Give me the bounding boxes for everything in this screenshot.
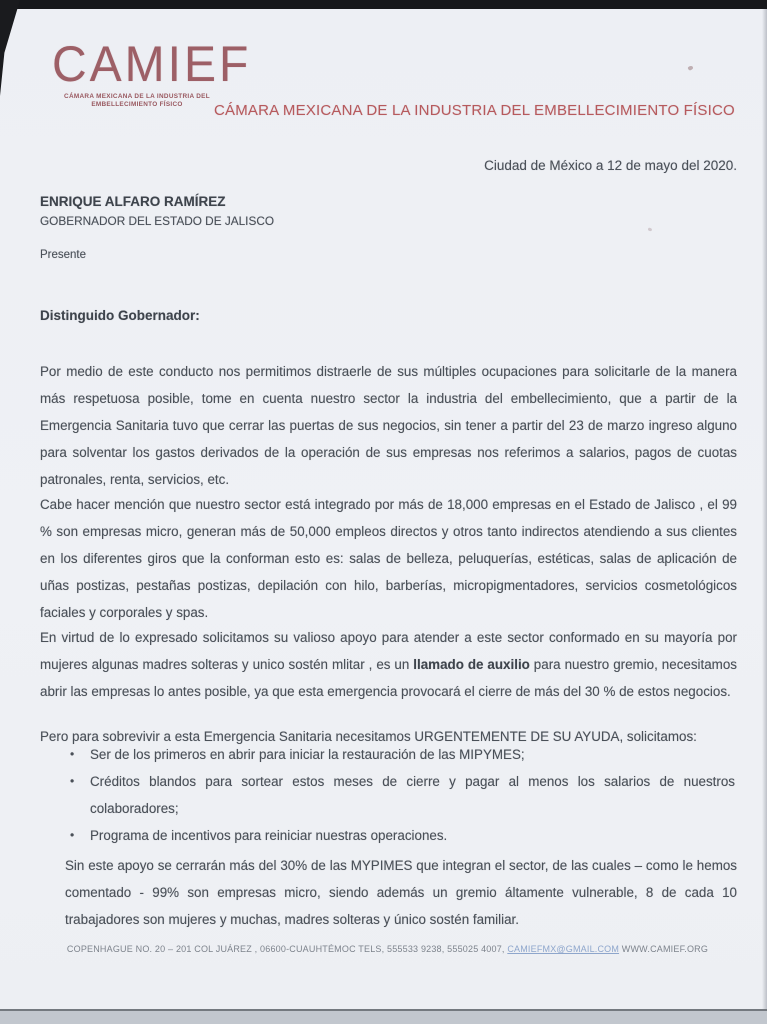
recipient-presente: Presente	[40, 249, 87, 261]
logo-wordmark: CAMIEF	[52, 36, 252, 93]
paragraph-3-text: para nuestro gremio, necesitamos abrir las empresas lo antes posible, ya que esta emergencia provocará el cierre de más del 30 % de estos negocios.	[40, 657, 737, 700]
paragraph-3	[40, 624, 737, 705]
list-item: • Programa de incentivos para reiniciar nuestras operaciones.	[68, 822, 735, 849]
camief-logo	[52, 36, 252, 109]
paragraph-3-emphasis: llamado de auxilio	[413, 657, 530, 673]
recipient-block	[40, 194, 274, 261]
request-bullet-list	[68, 741, 735, 849]
letter-footer	[36, 943, 739, 955]
paragraph-4: Pero para sobrevivir a esta Emergencia Sanitaria necesitamos URGENTEMENTE DE SU AYUDA, solicitamos:	[40, 729, 697, 745]
recipient-name: ENRIQUE ALFARO RAMÍREZ	[40, 194, 226, 209]
footer-address: COPENHAGUE NO. 20 – 201 COL JUÁREZ , 06600-CUAUHTÉMOC TELS, 555533 9238, 555025 4007,	[66, 944, 508, 954]
list-item: • Créditos blandos para sortear estos meses de cierre y pagar al menos los salarios de nuestros colaboradores;	[68, 768, 735, 822]
footer-email-link[interactable]: CAMIEFMX@GMAIL.COM	[507, 944, 620, 954]
paragraph-5: Sin este apoyo se cerrarán más del 30% de las MYPIMES que integran el sector, de las cuales – como le hemos comentado - 99% son empresas micro, siendo además un gremio áltamente vulnerable, 8 de cada 10 trabajadores son mujeres y muchas, madres solteras y único sostén familiar.	[65, 858, 737, 928]
logo-tagline-line1: CÁMARA MEXICANA DE LA INDUSTRIA DEL	[64, 93, 210, 100]
paragraph-2: Cabe hacer mención que nuestro sector está integrado por más de 18,000 empresas en el Estado de Jalisco , el 99 % son empresas micro, generan más de 50,000 empleos directos y otros tanto indirectos atendiendo a sus clientes en los diferentes giros que la conforman esto es: salas de belleza, peluquerías, estéticas, salas de aplicación de uñas postizas, pestañas postizas, depilación con hilo, barberías, micropigmentadores, servicios cosmetológicos faciales y corporales y spas.	[40, 497, 737, 621]
salutation: Distinguido Gobernador:	[40, 308, 200, 323]
list-item: • Ser de los primeros en abrir para iniciar la restauración de las MIPYMES;	[68, 741, 735, 768]
paragraph-3-text: En virtud de lo expresado solicitamos su valioso apoyo para atender a este sector conformado en su mayoría por mujeres algunas madres solteras y unico sostén mlitar , es un	[40, 630, 737, 673]
dateline: Ciudad de México a 12 de mayo del 2020.	[484, 158, 737, 173]
footer-website: WWW.CAMIEF.ORG	[619, 944, 709, 954]
paragraph-1: Por medio de este conducto nos permitimos distraerle de sus múltiples ocupaciones para solicitarle de la manera más respetuosa posible, tome en cuenta nuestro sector la industria del embellecimiento, que a partir de la Emergencia Sanitaria tuvo que cerrar las puertas de sus negocios, sin tener a partir del 23 de marzo ingreso alguno para solventar los gastos derivados de la operación de sus empresas nos referimos a salarios, pagos de cuotas patronales, renta, servicios, etc.	[40, 364, 737, 488]
organization-name-header: CÁMARA MEXICANA DE LA INDUSTRIA DEL EMBELLECIMIENTO FÍSICO	[214, 102, 735, 119]
recipient-title: GOBERNADOR DEL ESTADO DE JALISCO	[40, 214, 275, 228]
logo-tagline-line2: EMBELLECIMIENTO FÍSICO	[91, 101, 183, 108]
logo-tagline	[52, 93, 222, 109]
